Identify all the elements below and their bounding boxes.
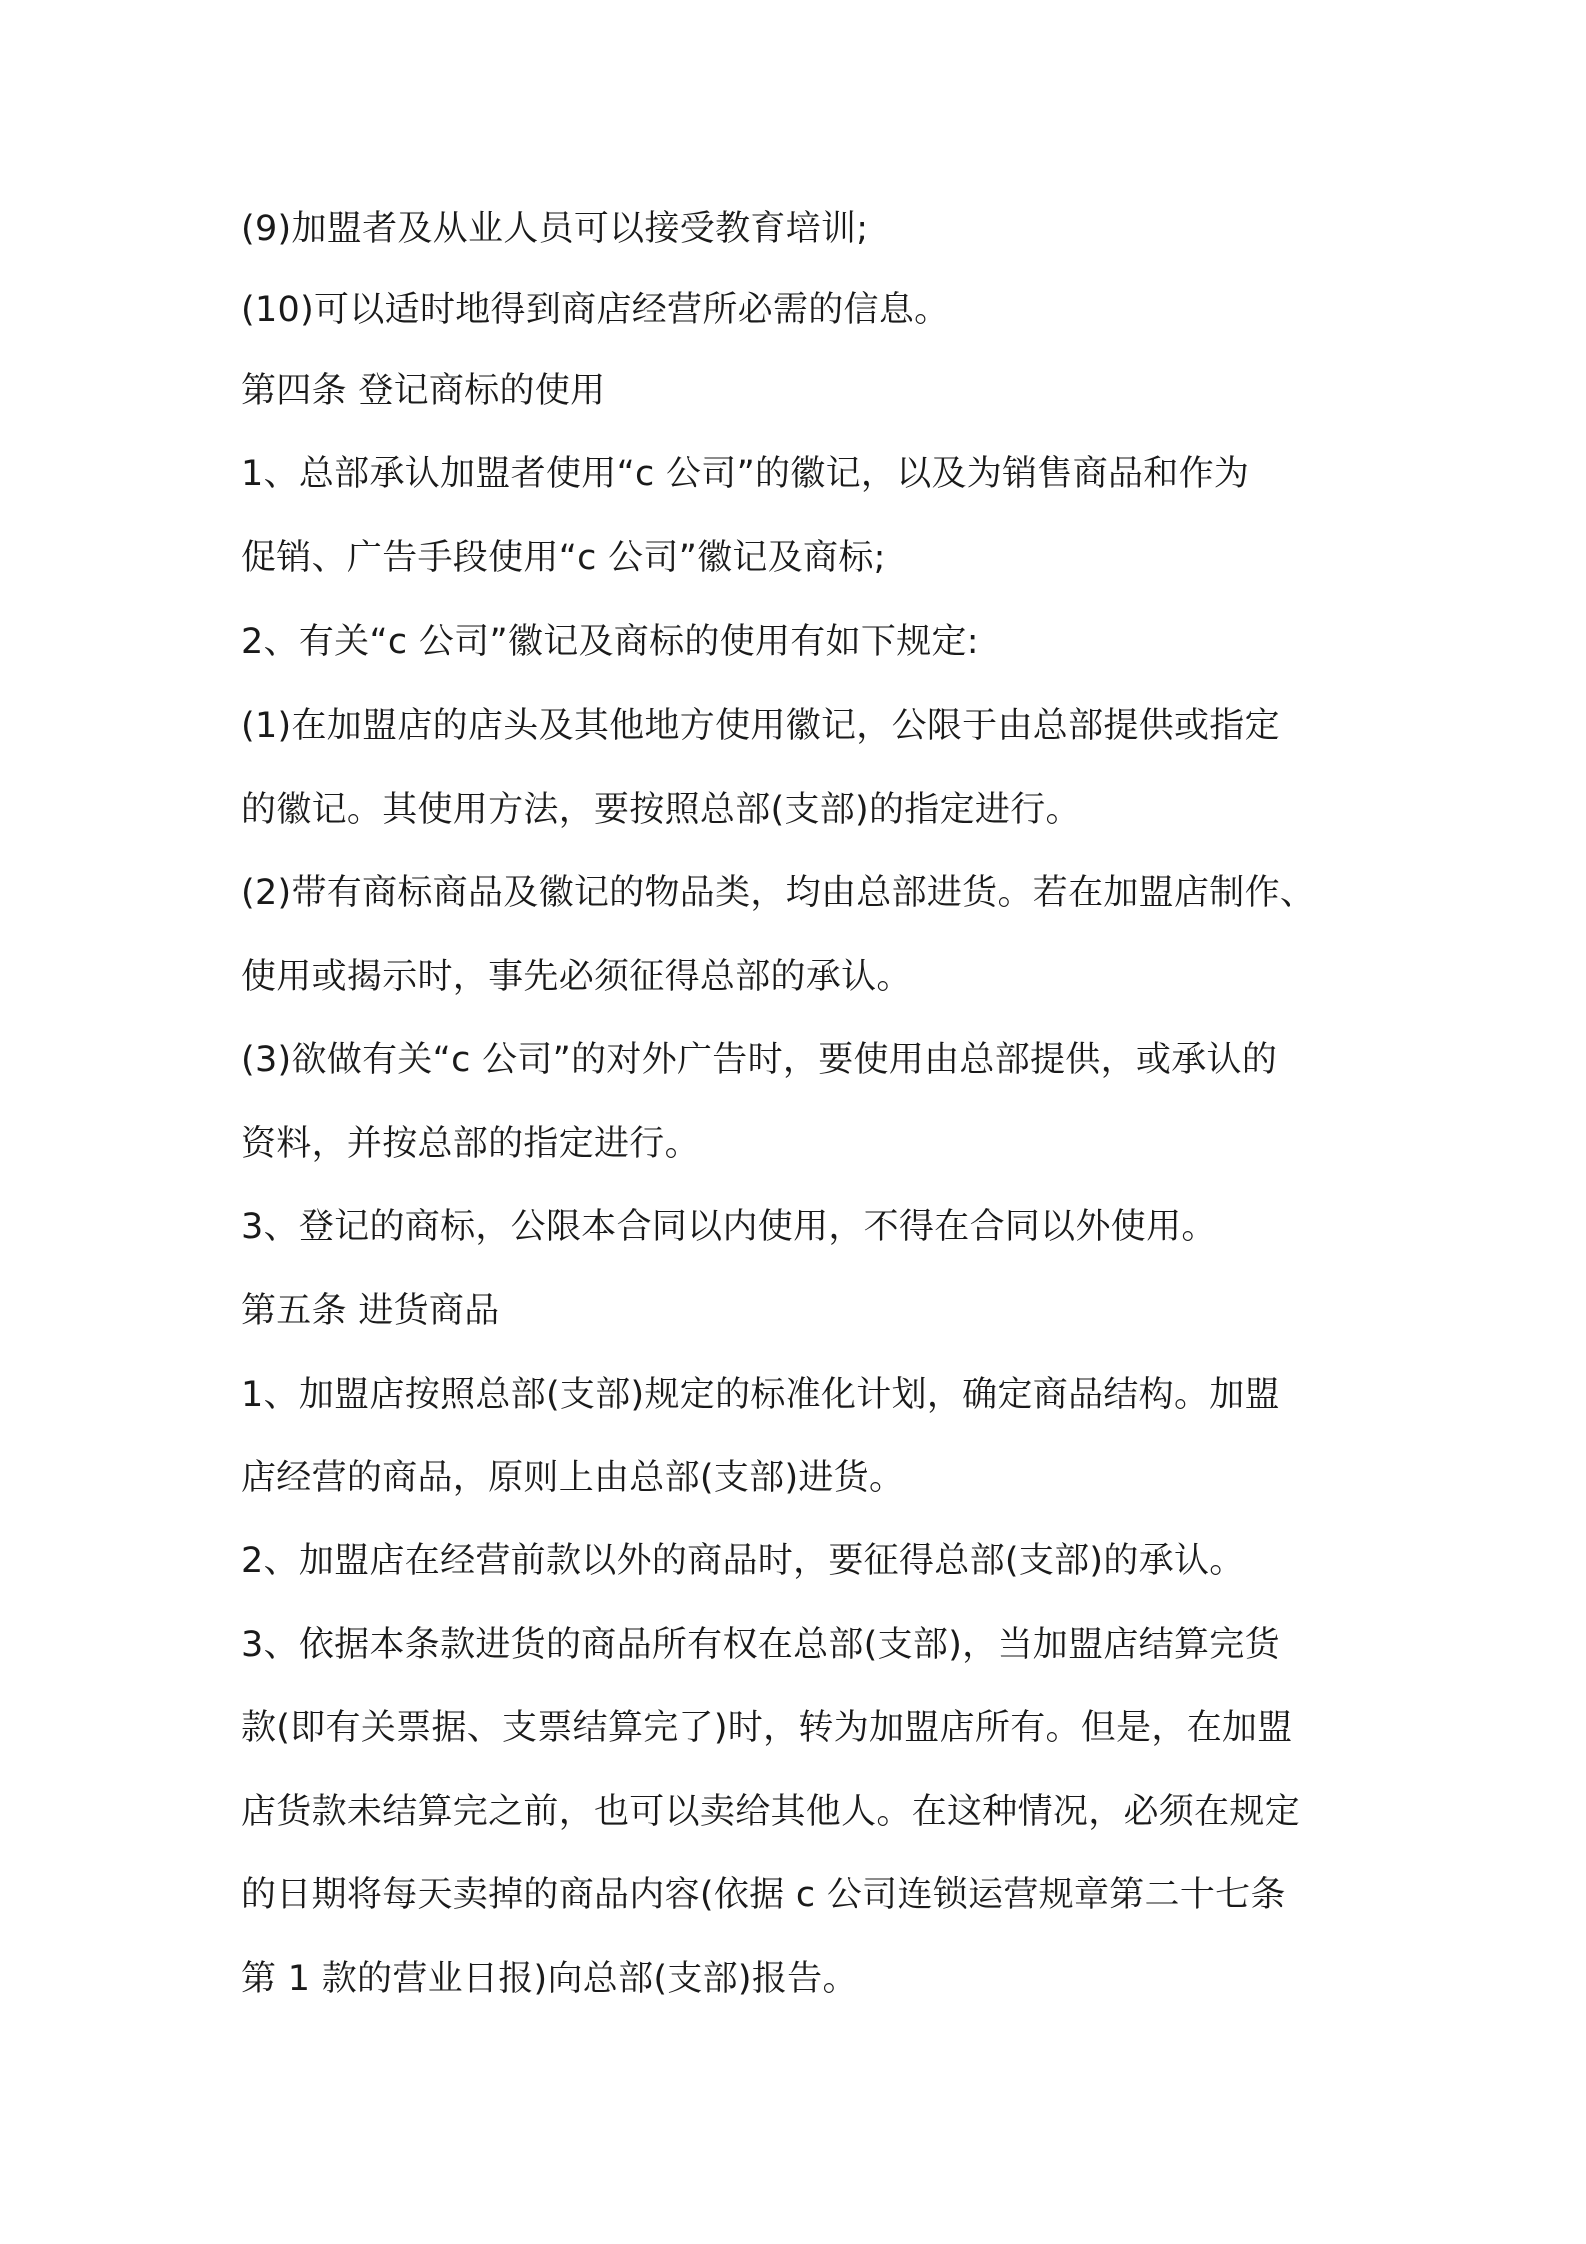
article-4-subitem-3-line-1: (3)欲做有关“c 公司”的对外广告时，要使用由总部提供，或承认的 bbox=[241, 1040, 1278, 1080]
article-4-item-3-line: 3、登记的商标，公限本合同以内使用，不得在合同以外使用。 bbox=[241, 1207, 1217, 1247]
article-4-item-1-line-1: 1、总部承认加盟者使用“c 公司”的徽记，以及为销售商品和作为 bbox=[241, 454, 1250, 494]
article-4-subitem-1-line-2: 的徽记。其使用方法，要按照总部(支部)的指定进行。 bbox=[241, 790, 1081, 830]
article-4-heading: 第四条 登记商标的使用 bbox=[241, 371, 606, 411]
article-5-item-3-line-5: 第 1 款的营业日报)向总部(支部)报告。 bbox=[241, 1959, 858, 1999]
article-5-item-2-line: 2、加盟店在经营前款以外的商品时，要征得总部(支部)的承认。 bbox=[241, 1541, 1245, 1581]
article-4-item-1-line-2: 促销、广告手段使用“c 公司”徽记及商标; bbox=[241, 538, 886, 578]
article-5-item-3-line-4: 的日期将每天卖掉的商品内容(依据 c 公司连锁运营规章第二十七条 bbox=[241, 1875, 1286, 1915]
clause-10-line: (10)可以适时地得到商店经营所必需的信息。 bbox=[241, 290, 950, 330]
article-5-item-3-line-2: 款(即有关票据、支票结算完了)时，转为加盟店所有。但是，在加盟 bbox=[241, 1708, 1293, 1748]
article-5-item-1-line-2: 店经营的商品，原则上由总部(支部)进货。 bbox=[241, 1458, 905, 1498]
article-4-subitem-1-line-1: (1)在加盟店的店头及其他地方使用徽记，公限于由总部提供或指定 bbox=[241, 706, 1280, 746]
article-5-item-1-line-1: 1、加盟店按照总部(支部)规定的标准化计划，确定商品结构。加盟 bbox=[241, 1375, 1280, 1415]
clause-9-line: (9)加盟者及从业人员可以接受教育培训; bbox=[241, 209, 869, 249]
article-4-subitem-2-line-1: (2)带有商标商品及徽记的物品类，均由总部进货。若在加盟店制作、 bbox=[241, 873, 1316, 913]
article-5-item-3-line-1: 3、依据本条款进货的商品所有权在总部(支部)，当加盟店结算完货 bbox=[241, 1625, 1280, 1665]
article-4-subitem-2-line-2: 使用或揭示时，事先必须征得总部的承认。 bbox=[241, 957, 912, 997]
article-5-heading: 第五条 进货商品 bbox=[241, 1291, 500, 1331]
article-4-subitem-3-line-2: 资料，并按总部的指定进行。 bbox=[241, 1124, 700, 1164]
article-4-item-2-line: 2、有关“c 公司”徽记及商标的使用有如下规定: bbox=[241, 622, 979, 662]
article-5-item-3-line-3: 店货款未结算完之前，也可以卖给其他人。在这种情况，必须在规定 bbox=[241, 1792, 1301, 1832]
